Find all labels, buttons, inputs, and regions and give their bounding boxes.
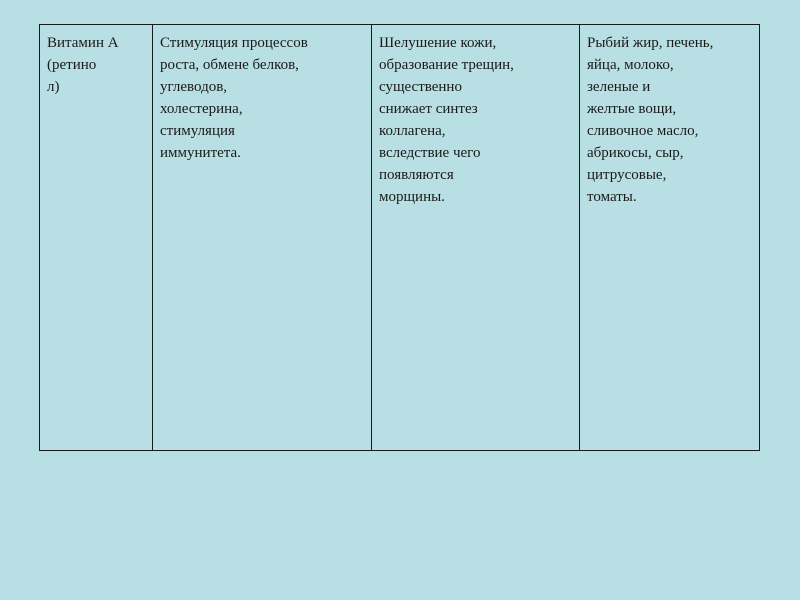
cell-line: яйца, молоко, [587,57,674,73]
cell-line: роста, обмене белков, [160,57,299,73]
sources-cell [580,25,760,451]
cell-line: вследствие чего [379,145,481,161]
cell-line: коллагена, [379,123,446,139]
cell-line: появляются [379,167,454,183]
cell-line: образование трещин, [379,57,514,73]
cell-line: углеводов, [160,79,228,95]
cell-line: Шелушение кожи, [379,35,497,51]
cell-line: сливочное масло, [587,123,699,139]
cell-line: стимуляция [160,123,235,139]
cell-line: томаты. [587,189,637,205]
table-row [40,25,760,451]
cell-line: существенно [379,79,462,95]
cell-line: абрикосы, сыр, [587,145,684,161]
cell-line: л) [47,79,60,95]
deficiency-cell [372,25,580,451]
cell-line: (ретино [47,57,97,73]
cell-line: цитрусовые, [587,167,667,183]
cell-line: зеленые и [587,79,651,95]
cell-line: снижает синтез [379,101,478,117]
cell-line: Стимуляция процессов [160,35,308,51]
cell-line: иммунитета. [160,145,241,161]
cell-line: Рыбий жир, печень, [587,35,714,51]
vitamin-table [39,24,760,451]
vitamin-name-cell [40,25,153,451]
cell-line: холестерина, [160,101,243,117]
cell-line: Витамин А [47,35,119,51]
cell-line: желтые вощи, [587,101,677,117]
function-cell [153,25,372,451]
cell-line: морщины. [379,189,445,205]
